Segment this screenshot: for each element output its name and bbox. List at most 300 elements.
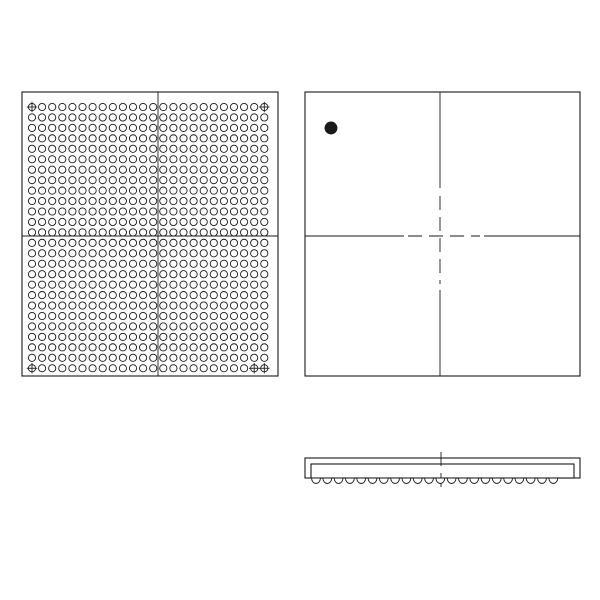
ball-pad — [160, 323, 167, 330]
ball-pad — [79, 250, 86, 257]
ball-pad — [140, 124, 147, 131]
ball-pad — [150, 354, 157, 361]
ball-pad — [190, 354, 197, 361]
side-view-ball — [470, 478, 479, 484]
ball-pad — [99, 239, 106, 246]
ball-pad — [59, 124, 66, 131]
ball-pad — [261, 197, 268, 204]
ball-pad — [69, 323, 76, 330]
ball-pad — [220, 124, 227, 131]
ball-pad — [109, 292, 116, 299]
ball-pad — [180, 135, 187, 142]
ball-pad — [220, 103, 227, 110]
ball-pad — [180, 103, 187, 110]
ball-pad — [170, 208, 177, 215]
ball-pad — [140, 302, 147, 309]
ball-pad — [230, 208, 237, 215]
ball-pad — [220, 239, 227, 246]
ball-pad — [251, 302, 258, 309]
ball-pad — [119, 208, 126, 215]
ball-pad — [210, 166, 217, 173]
ball-pad — [49, 156, 56, 163]
ball-pad — [160, 354, 167, 361]
ball-pad — [241, 124, 248, 131]
ball-pad — [49, 218, 56, 225]
ball-pad — [160, 177, 167, 184]
ball-pad — [109, 145, 116, 152]
ball-pad — [109, 156, 116, 163]
ball-pad — [230, 354, 237, 361]
ball-pad — [28, 177, 35, 184]
ball-pad — [129, 218, 136, 225]
ball-pad — [220, 218, 227, 225]
ball-pad — [69, 250, 76, 257]
ball-pad — [150, 208, 157, 215]
ball-pad — [119, 333, 126, 340]
ball-pad — [119, 114, 126, 121]
ball-pad — [200, 312, 207, 319]
ball-pad — [39, 354, 46, 361]
ball-pad — [59, 354, 66, 361]
ball-pad — [251, 135, 258, 142]
ball-pad — [39, 187, 46, 194]
ball-pad — [220, 302, 227, 309]
ball-pad — [119, 365, 126, 372]
ball-pad — [39, 197, 46, 204]
ball-pad — [69, 177, 76, 184]
ball-pad — [160, 145, 167, 152]
ball-pad — [129, 323, 136, 330]
ball-pad — [180, 250, 187, 257]
ball-pad — [140, 292, 147, 299]
ball-pad — [200, 292, 207, 299]
ball-pad — [69, 124, 76, 131]
ball-pad — [109, 114, 116, 121]
ball-pad — [220, 323, 227, 330]
ball-pad — [220, 354, 227, 361]
ball-pad — [150, 365, 157, 372]
side-view-ball — [425, 478, 434, 483]
ball-pad — [170, 365, 177, 372]
ball-pad — [230, 250, 237, 257]
ball-pad — [39, 271, 46, 278]
ball-pad — [261, 292, 268, 299]
ball-pad — [170, 312, 177, 319]
ball-pad — [220, 187, 227, 194]
ball-pad — [28, 344, 35, 351]
ball-pad — [119, 323, 126, 330]
ball-pad — [241, 271, 248, 278]
ball-pad — [241, 365, 248, 372]
ball-pad — [99, 166, 106, 173]
ball-pad — [150, 218, 157, 225]
ball-pad — [39, 208, 46, 215]
ball-pad — [49, 323, 56, 330]
ball-pad — [79, 124, 86, 131]
ball-pad — [39, 239, 46, 246]
ball-pad — [190, 197, 197, 204]
ball-pad — [230, 135, 237, 142]
ball-pad — [220, 166, 227, 173]
ball-pad — [140, 354, 147, 361]
ball-pad — [220, 229, 227, 236]
ball-pad — [49, 333, 56, 340]
ball-pad — [180, 239, 187, 246]
ball-pad — [28, 354, 35, 361]
ball-pad — [251, 239, 258, 246]
side-view-ball — [413, 478, 422, 484]
ball-pad — [180, 156, 187, 163]
ball-pad — [210, 124, 217, 131]
ball-pad — [261, 145, 268, 152]
ball-pad — [160, 166, 167, 173]
ball-pad — [140, 239, 147, 246]
ball-pad — [190, 114, 197, 121]
side-view-ball — [334, 478, 343, 484]
ball-pad — [180, 281, 187, 288]
ball-pad — [49, 281, 56, 288]
ball-pad — [39, 292, 46, 299]
ball-pad — [160, 312, 167, 319]
ball-pad — [251, 354, 258, 361]
ball-pad — [99, 197, 106, 204]
ball-pad — [160, 135, 167, 142]
ball-pad — [129, 145, 136, 152]
ball-pad — [59, 323, 66, 330]
ball-pad — [170, 333, 177, 340]
ball-pad — [150, 135, 157, 142]
ball-pad — [261, 229, 268, 236]
ball-pad — [129, 250, 136, 257]
ball-pad — [200, 187, 207, 194]
ball-pad — [109, 197, 116, 204]
ball-pad — [170, 197, 177, 204]
ball-pad — [79, 197, 86, 204]
ball-pad — [79, 344, 86, 351]
ball-pad — [150, 344, 157, 351]
ball-pad — [119, 344, 126, 351]
ball-pad — [28, 197, 35, 204]
ball-pad — [109, 166, 116, 173]
ball-pad — [251, 166, 258, 173]
ball-pad — [99, 271, 106, 278]
ball-pad — [99, 177, 106, 184]
ball-pad — [69, 229, 76, 236]
ball-pad — [89, 250, 96, 257]
ball-pad — [150, 281, 157, 288]
ball-pad — [220, 135, 227, 142]
ball-pad — [49, 250, 56, 257]
ball-pad — [28, 239, 35, 246]
ball-pad — [119, 187, 126, 194]
ball-pad — [89, 260, 96, 267]
ball-pad — [89, 156, 96, 163]
ball-pad — [79, 166, 86, 173]
ball-pad — [230, 323, 237, 330]
ball-pad — [59, 166, 66, 173]
ball-pad — [109, 135, 116, 142]
ball-pad — [140, 166, 147, 173]
ball-pad — [79, 103, 86, 110]
side-view-substrate — [311, 464, 574, 478]
ball-pad — [200, 323, 207, 330]
ball-pad — [109, 177, 116, 184]
ball-pad — [261, 187, 268, 194]
ball-pad — [261, 354, 268, 361]
ball-pad — [99, 354, 106, 361]
ball-pad — [69, 208, 76, 215]
ball-pad — [119, 124, 126, 131]
ball-pad — [200, 354, 207, 361]
ball-pad — [129, 292, 136, 299]
ball-pad — [160, 333, 167, 340]
side-view — [305, 452, 580, 492]
ball-pad — [129, 124, 136, 131]
ball-pad — [49, 229, 56, 236]
ball-pad — [241, 281, 248, 288]
ball-pad — [230, 156, 237, 163]
ball-pad — [241, 250, 248, 257]
ball-pad — [119, 239, 126, 246]
side-view-ball — [504, 478, 513, 484]
ball-pad — [160, 229, 167, 236]
ball-pad — [160, 365, 167, 372]
ball-pad — [170, 239, 177, 246]
ball-pad — [109, 312, 116, 319]
ball-pad — [109, 250, 116, 257]
ball-pad — [210, 260, 217, 267]
ball-pad — [230, 145, 237, 152]
ball-pad — [251, 145, 258, 152]
ball-pad — [39, 218, 46, 225]
ball-pad — [69, 365, 76, 372]
ball-pad — [190, 229, 197, 236]
ball-pad — [220, 177, 227, 184]
ball-pad — [59, 208, 66, 215]
ball-pad — [180, 166, 187, 173]
ball-pad — [150, 103, 157, 110]
ball-pad — [79, 312, 86, 319]
ball-pad — [251, 312, 258, 319]
ball-pad — [140, 229, 147, 236]
ball-pad — [59, 260, 66, 267]
ball-pad — [28, 124, 35, 131]
ball-pad — [129, 260, 136, 267]
ball-pad — [140, 365, 147, 372]
ball-pad — [99, 260, 106, 267]
ball-pad — [49, 208, 56, 215]
ball-pad — [241, 197, 248, 204]
ball-pad — [190, 177, 197, 184]
ball-pad — [39, 302, 46, 309]
ball-pad — [129, 177, 136, 184]
ball-pad — [170, 187, 177, 194]
ball-pad — [89, 145, 96, 152]
ball-pad — [150, 177, 157, 184]
ball-pad — [220, 292, 227, 299]
ball-pad — [170, 135, 177, 142]
ball-pad — [210, 239, 217, 246]
ball-pad — [200, 260, 207, 267]
ball-pad — [49, 197, 56, 204]
ball-pad — [251, 260, 258, 267]
ball-pad — [99, 333, 106, 340]
ball-pad — [119, 218, 126, 225]
ball-pad — [200, 239, 207, 246]
ball-pad — [200, 177, 207, 184]
top-view — [305, 92, 580, 376]
ball-pad — [28, 187, 35, 194]
ball-pad — [180, 292, 187, 299]
ball-pad — [160, 302, 167, 309]
ball-pad — [59, 103, 66, 110]
ball-pad — [119, 260, 126, 267]
ball-pad — [190, 103, 197, 110]
side-view-ball — [312, 478, 321, 483]
ball-pad — [28, 312, 35, 319]
ball-pad — [49, 260, 56, 267]
ball-pad — [49, 354, 56, 361]
ball-pad — [170, 292, 177, 299]
ball-pad — [170, 156, 177, 163]
ball-pad — [241, 323, 248, 330]
ball-pad — [190, 365, 197, 372]
ball-pad — [230, 302, 237, 309]
ball-pad — [129, 271, 136, 278]
ball-pad — [99, 145, 106, 152]
ball-pad — [230, 271, 237, 278]
ball-pad — [160, 124, 167, 131]
ball-pad — [129, 281, 136, 288]
ball-pad — [89, 281, 96, 288]
ball-pad — [99, 312, 106, 319]
ball-pad — [109, 344, 116, 351]
ball-pad — [69, 218, 76, 225]
ball-pad — [180, 187, 187, 194]
ball-pad — [119, 145, 126, 152]
ball-pad — [49, 187, 56, 194]
ball-pad — [230, 166, 237, 173]
ball-pad — [261, 239, 268, 246]
ball-pad — [170, 250, 177, 257]
ball-pad — [69, 197, 76, 204]
ball-pad — [129, 135, 136, 142]
ball-pad — [79, 156, 86, 163]
ball-pad — [79, 365, 86, 372]
ball-pad — [59, 187, 66, 194]
ball-pad — [261, 271, 268, 278]
ball-pad — [251, 281, 258, 288]
ball-pad — [28, 114, 35, 121]
ball-pad — [241, 218, 248, 225]
ball-pad — [241, 166, 248, 173]
ball-pad — [129, 103, 136, 110]
ball-pad — [39, 229, 46, 236]
ball-pad — [39, 344, 46, 351]
side-view-ball — [481, 478, 490, 484]
ball-pad — [150, 312, 157, 319]
ball-pad — [180, 354, 187, 361]
ball-pad — [220, 281, 227, 288]
side-view-ball — [379, 478, 388, 483]
ball-pad — [140, 260, 147, 267]
ball-pad — [129, 365, 136, 372]
ball-pad — [109, 103, 116, 110]
ball-pad — [109, 218, 116, 225]
ball-pad — [79, 187, 86, 194]
ball-pad — [69, 156, 76, 163]
ball-pad — [160, 250, 167, 257]
ball-pad — [210, 135, 217, 142]
ball-pad — [230, 344, 237, 351]
side-view-ball — [436, 478, 445, 484]
ball-pad — [59, 135, 66, 142]
ball-pad — [109, 302, 116, 309]
ball-pad — [28, 302, 35, 309]
ball-pad — [230, 114, 237, 121]
ball-pad — [160, 187, 167, 194]
ball-pad — [109, 281, 116, 288]
ball-pad — [69, 354, 76, 361]
ball-pad — [89, 333, 96, 340]
ball-pad — [89, 312, 96, 319]
ball-pad — [230, 312, 237, 319]
ball-pad — [220, 197, 227, 204]
ball-pad — [69, 187, 76, 194]
ball-pad — [180, 145, 187, 152]
ball-pad — [180, 124, 187, 131]
ball-pad — [49, 365, 56, 372]
ball-pad — [49, 344, 56, 351]
ball-pad — [261, 218, 268, 225]
ball-pad — [129, 344, 136, 351]
ball-pad — [190, 124, 197, 131]
ball-pad — [261, 250, 268, 257]
ball-pad — [109, 239, 116, 246]
side-view-ball — [447, 478, 456, 484]
ball-pad — [59, 281, 66, 288]
ball-pad — [109, 187, 116, 194]
ball-pad — [49, 239, 56, 246]
ball-pad — [140, 250, 147, 257]
ball-pad — [251, 344, 258, 351]
ball-pad — [69, 344, 76, 351]
ball-pad — [69, 135, 76, 142]
ball-pad — [190, 135, 197, 142]
ball-pad — [220, 333, 227, 340]
ball-pad — [99, 250, 106, 257]
ball-pad — [119, 302, 126, 309]
ball-pad — [69, 271, 76, 278]
ball-pad — [39, 166, 46, 173]
ball-pad — [190, 145, 197, 152]
ball-pad — [261, 156, 268, 163]
ball-pad — [251, 229, 258, 236]
ball-pad — [180, 271, 187, 278]
ball-pad — [150, 239, 157, 246]
ball-pad — [180, 365, 187, 372]
ball-pad — [28, 229, 35, 236]
ball-pad — [251, 156, 258, 163]
ball-pad — [170, 229, 177, 236]
side-view-ball — [459, 478, 468, 483]
ball-pad — [140, 344, 147, 351]
ball-pad — [69, 333, 76, 340]
ball-pad — [49, 302, 56, 309]
ball-pad — [119, 197, 126, 204]
ball-pad — [190, 239, 197, 246]
ball-pad — [59, 365, 66, 372]
